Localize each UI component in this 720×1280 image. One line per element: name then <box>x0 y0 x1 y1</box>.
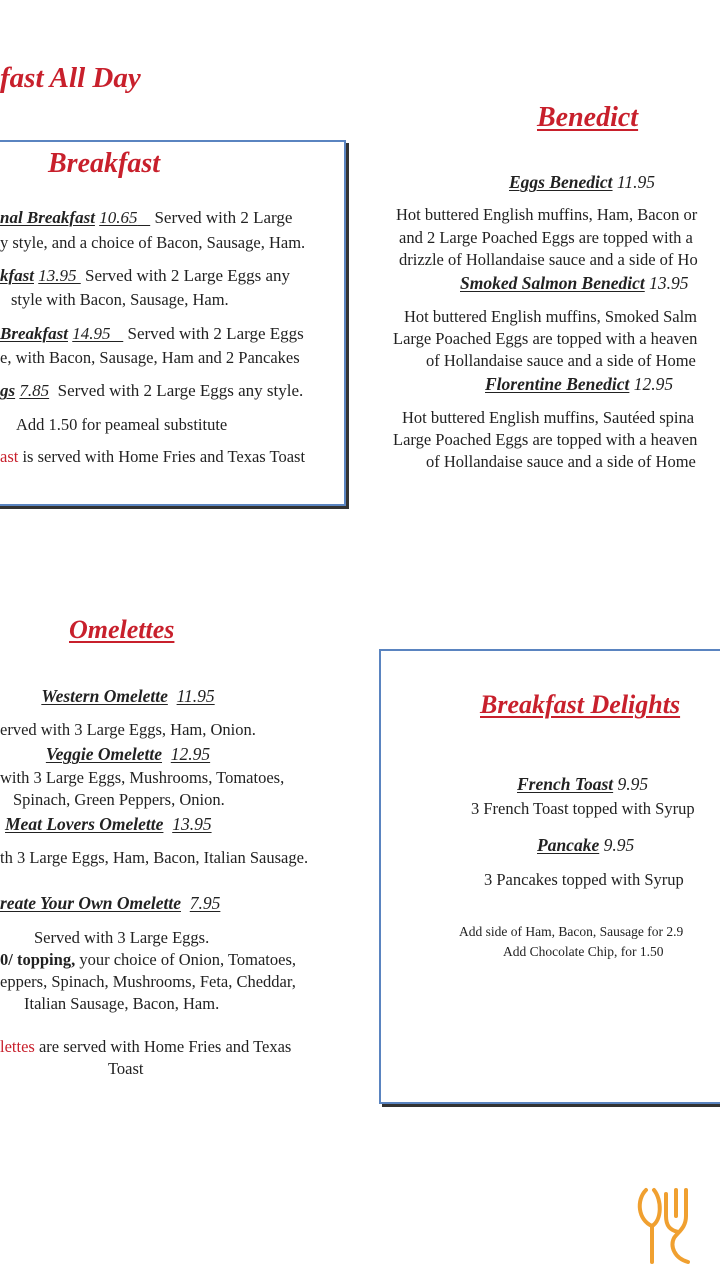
benedict-item-1-heading: Eggs Benedict 11.95 <box>509 172 655 192</box>
omelette-item-3-heading: Meat Lovers Omelette 13.95 <box>5 814 212 834</box>
breakfast-line-1: nal Breakfast 10.65 Served with 2 Large <box>0 208 293 227</box>
breakfast-line-3: kfast 13.95 Served with 2 Large Eggs any <box>0 266 291 285</box>
benedict-item-2-desc-2: Large Poached Eggs are topped with a heaven <box>393 329 698 348</box>
omelette-topping-line-2: eppers, Spinach, Mushrooms, Feta, Cheddar, <box>0 972 296 991</box>
benedict-item-3-desc-3: of Hollandaise sauce and a side of Home <box>426 452 696 471</box>
benedict-item-2-desc-1: Hot buttered English muffins, Smoked Salm <box>404 307 698 326</box>
omelette-item-1-desc-1: erved with 3 Large Eggs, Ham, Onion. <box>0 720 256 739</box>
omelette-item-2-desc-2: Spinach, Green Peppers, Onion. <box>13 790 225 809</box>
delights-item-2-desc: 3 Pancakes topped with Syrup <box>484 870 684 889</box>
fork-spoon-logo-icon <box>632 1186 702 1266</box>
delights-note-1: Add side of Ham, Bacon, Sausage for 2.9 <box>459 924 684 939</box>
benedict-item-1-desc-2: and 2 Large Poached Eggs are topped with a <box>399 228 693 247</box>
breakfast-line-6: e, with Bacon, Sausage, Ham and 2 Pancakes <box>0 348 300 367</box>
omelette-item-2-heading: Veggie Omelette 12.95 <box>45 744 211 764</box>
breakfast-line-2: y style, and a choice of Bacon, Sausage, Ham. <box>0 233 306 252</box>
omelette-item-3-desc-1: th 3 Large Eggs, Ham, Bacon, Italian Sausage. <box>0 848 309 867</box>
delights-item-2-heading: Pancake 9.95 <box>537 835 635 855</box>
breakfast-line-7: gs 7.85 Served with 2 Large Eggs any style. <box>0 381 304 400</box>
omelette-item-1-heading: Western Omelette 11.95 <box>41 686 215 706</box>
delights-item-1-heading: French Toast 9.95 <box>517 774 649 794</box>
omelette-item-2-desc-1: with 3 Large Eggs, Mushrooms, Tomatoes, <box>0 768 285 787</box>
benedict-item-1-desc-3: drizzle of Hollandaise sauce and a side of Ho <box>399 250 698 269</box>
omelette-item-4-heading: reate Your Own Omelette 7.95 <box>0 893 221 913</box>
page-title: fast All Day <box>0 62 141 94</box>
benedict-title: Benedict <box>537 102 639 133</box>
breakfast-line-5: Breakfast 14.95 Served with 2 Large Eggs <box>0 324 304 343</box>
delights-item-1-desc: 3 French Toast topped with Syrup <box>471 799 695 818</box>
delights-note-2: Add Chocolate Chip, for 1.50 <box>503 944 664 959</box>
delights-title: Breakfast Delights <box>480 690 681 719</box>
benedict-item-3-desc-2: Large Poached Eggs are topped with a heaven <box>393 430 698 449</box>
omelette-topping-line: 0/ topping, your choice of Onion, Tomatoes, <box>0 950 296 969</box>
omelette-footer: lettes are served with Home Fries and Texas <box>0 1037 292 1056</box>
benedict-item-2-desc-3: of Hollandaise sauce and a side of Home <box>426 351 696 370</box>
benedict-item-1-desc-1: Hot buttered English muffins, Ham, Bacon or <box>396 205 698 224</box>
breakfast-footer: ast is served with Home Fries and Texas Toast <box>0 447 306 466</box>
breakfast-title: Breakfast <box>48 148 160 179</box>
benedict-item-3-desc-1: Hot buttered English muffins, Sautéed spina <box>402 408 695 427</box>
benedict-item-3-heading: Florentine Benedict 12.95 <box>485 374 674 394</box>
omelettes-title: Omelettes <box>69 615 175 644</box>
breakfast-line-8: Add 1.50 for peameal substitute <box>16 415 228 434</box>
omelette-footer-2: Toast <box>108 1059 144 1078</box>
omelette-item-4-desc-1: Served with 3 Large Eggs. <box>34 928 210 947</box>
benedict-item-2-heading: Smoked Salmon Benedict 13.95 <box>460 273 689 293</box>
omelette-topping-line-3: Italian Sausage, Bacon, Ham. <box>24 994 220 1013</box>
breakfast-line-4: style with Bacon, Sausage, Ham. <box>11 290 229 309</box>
